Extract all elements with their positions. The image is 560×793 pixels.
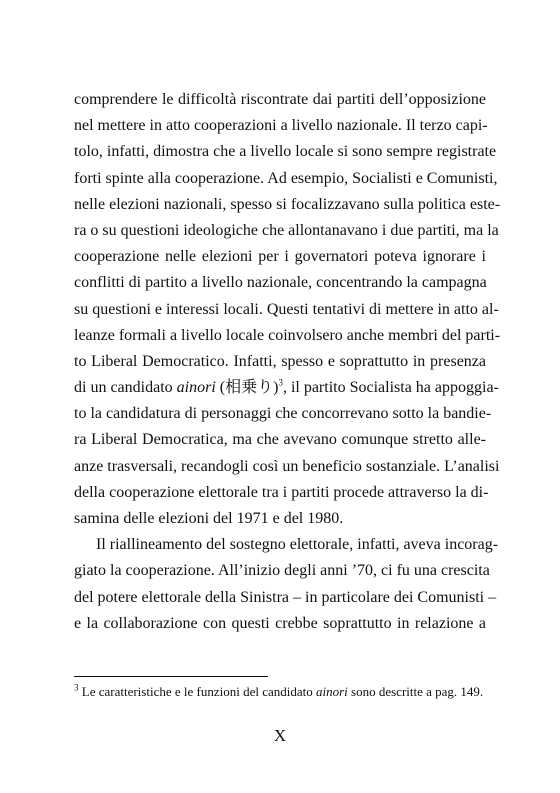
footnote — [74, 683, 486, 700]
footnote-text: Le caratteristiche e le funzioni del candidato — [78, 684, 316, 699]
footnote-text: sono descritte a pag. 149. — [347, 684, 484, 699]
text-line: anze trasversali, recandogli così un beneficio sostanziale. L’analisi — [74, 457, 500, 475]
text-line-ainori — [74, 375, 499, 401]
text-line: ra o su questioni ideologiche che allontanavano i due partiti, ma la — [74, 221, 499, 239]
text-run: , il partito Socialista ha appoggia- — [282, 379, 499, 397]
text-line: comprendere le difficoltà riscontrate dai partiti dell’opposizione — [74, 91, 486, 108]
text-line: su questioni e interessi locali. Questi tentativi di mettere in atto al- — [74, 300, 499, 318]
text-line: tolo, infatti, dimostra che a livello locale si sono sempre registrate — [74, 143, 497, 161]
footnote-number: 3 — [74, 682, 79, 693]
text-line: del potere elettorale della Sinistra – in particolare dei Comunisti – — [74, 588, 497, 606]
text-line: e la collaborazione con questi crebbe soprattutto in relazione a — [74, 614, 486, 632]
text-run: di un candidato — [74, 379, 177, 397]
ainori-term: ainori — [176, 379, 216, 397]
text-line: nel mettere in atto cooperazioni a livello nazionale. Il terzo capi- — [74, 117, 488, 135]
body-text — [74, 87, 501, 637]
page-number: X — [273, 726, 287, 745]
paragraph-2 — [74, 532, 499, 637]
text-line: Il riallineamento del sostegno elettorale, infatti, aveva incorag- — [96, 536, 499, 554]
footnote-ainori-term: ainori — [316, 684, 348, 699]
text-line: forti spinte alla cooperazione. Ad esempio, Socialisti e Comunisti, — [74, 169, 498, 187]
text-line: cooperazione nelle elezioni per i governatori poteva ignorare i — [74, 248, 486, 266]
text-line: to la candidatura di personaggi che concorrevano sotto la bandie- — [74, 405, 492, 423]
text-line: samina delle elezioni del 1971 e del 1980. — [74, 510, 344, 527]
text-line: della cooperazione elettorale tra i partiti procede attraverso la di- — [74, 483, 489, 501]
text-line: nelle elezioni nazionali, spesso si focalizzavano sulla politica este- — [74, 195, 501, 213]
footnote-reference[interactable]: 3 — [278, 377, 283, 388]
text-line: ra Liberal Democratica, ma che avevano comunque stretto alle- — [74, 431, 486, 449]
text-line: to Liberal Democratico. Infatti, spesso e soprattutto in presenza — [74, 352, 486, 370]
paragraph-1 — [74, 87, 501, 532]
text-line: conflitti di partito a livello nazionale, concentrando la campagna — [74, 274, 487, 292]
kanji-term: (相乗り) — [215, 379, 279, 397]
footnote-divider — [74, 676, 268, 677]
text-line: giato la cooperazione. All’inizio degli anni ’70, ci fu una crescita — [74, 562, 490, 580]
text-line: leanze formali a livello locale coinvolsero anche membri del parti- — [74, 326, 501, 344]
